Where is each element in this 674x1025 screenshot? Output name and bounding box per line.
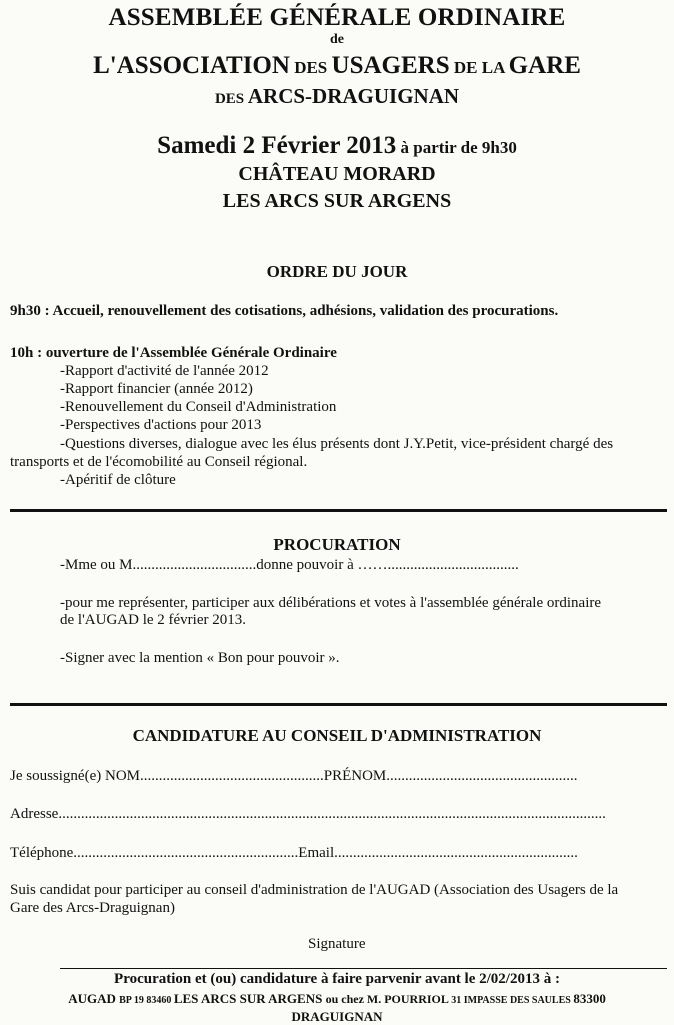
agenda-item: -Renouvellement du Conseil d'Administration [60,399,337,415]
meeting-date: Samedi 2 Février 2013 à partir de 9h30 [157,132,517,159]
procuration-proxy-line: -Mme ou M.................................donne pouvoir à ……................................... [60,557,519,573]
association-name-line: L'ASSOCIATION DES USAGERS DE LA GARE [93,52,581,79]
footer-city: DRAGUIGNAN [291,1009,383,1024]
agenda-item-continuation: transports et de l'écomobilité au Conseil régional. [10,454,308,470]
meeting-town: LES ARCS SUR ARGENS [222,190,452,212]
agenda-9h30: 9h30 : Accueil, renouvellement des cotisations, adhésions, validation des procurations. [10,303,559,319]
agenda-item: -Rapport financier (année 2012) [60,381,253,397]
signature-label: Signature [308,936,366,952]
agenda-heading: ORDRE DU JOUR [266,262,408,281]
agenda-10h: 10h : ouverture de l'Assemblée Générale Ordinaire [10,345,337,361]
procuration-purpose-line: de l'AUGAD le 2 février 2013. [60,612,246,628]
address-field-line[interactable]: Adresse.................................................................................................................................................. [10,806,606,822]
candidature-heading: CANDIDATURE AU CONSEIL D'ADMINISTRATION [132,726,542,745]
name-field-line[interactable]: Je soussigné(e) NOM.................................................PRÉNOM................................................... [10,768,578,784]
agenda-item: -Questions diverses, dialogue avec les élus présents dont J.Y.Petit, vice-président chargé des [60,436,614,452]
procuration-heading: PROCURATION [273,535,401,554]
footer-address: AUGAD BP 19 83460 LES ARCS SUR ARGENS ou chez M. POURRIOL 31 IMPASSE DES SAULES 83300 [68,991,606,1006]
phone-email-field-line[interactable]: Téléphone............................................................Email................................................................. [10,845,578,861]
footer-instruction: Procuration et (ou) candidature à faire parvenir avant le 2/02/2013 à : [114,971,560,987]
procuration-purpose-line: -pour me représenter, participer aux délibérations et votes à l'assemblée générale ordinaire [60,595,602,611]
meeting-venue: CHÂTEAU MORARD [238,163,436,185]
association-location-line: DES ARCS-DRAGUIGNAN [214,84,460,108]
agenda-item: -Perspectives d'actions pour 2013 [60,417,262,433]
procuration-sign-instruction: -Signer avec la mention « Bon pour pouvoir ». [60,650,340,666]
document-title: ASSEMBLÉE GÉNÉRALE ORDINAIRE [108,4,566,31]
agenda-item: -Apéritif de clôture [60,472,176,488]
candidacy-statement: Suis candidat pour participer au conseil d'administration de l'AUGAD (Association des Usagers de la [10,882,619,898]
section-divider [10,703,667,706]
section-divider [10,509,667,512]
agenda-item: -Rapport d'activité de l'année 2012 [60,363,269,379]
candidacy-statement: Gare des Arcs-Draguignan) [10,900,175,916]
title-connector: de [330,32,344,47]
footer-divider [60,968,667,969]
